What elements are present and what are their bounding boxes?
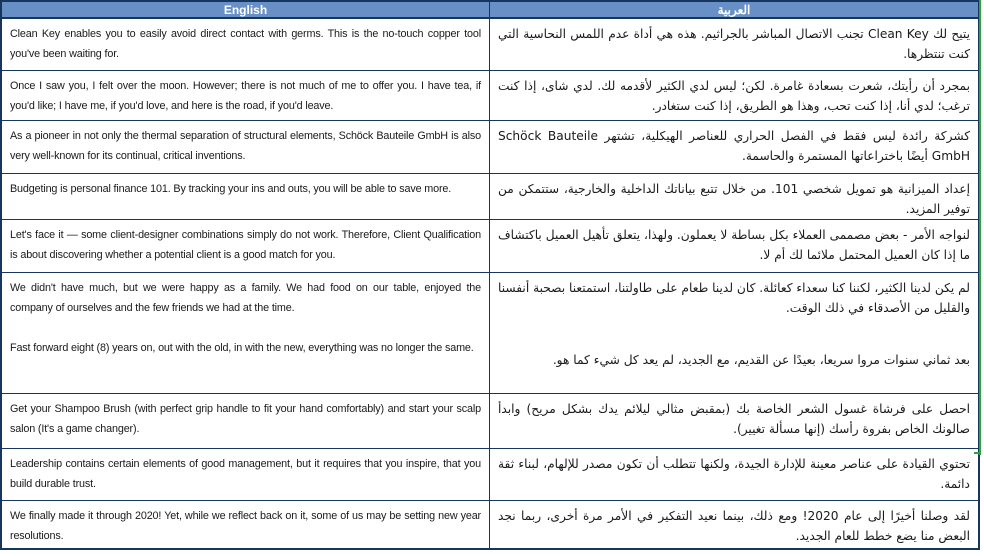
- arabic-cell: [490, 220, 978, 272]
- english-paragraph: Once I saw you, I felt over the moon. However; there is not much of me to offer you. I have tea, if you'd like; I have me, if you'd love, and here is the road, if you'd leave.: [10, 80, 481, 112]
- arabic-cell: [490, 19, 978, 70]
- arabic-paragraph: احصل على فرشاة غسول الشعر الخاصة بك (بمقبض مثالي ليلائم يدك بشكل مريح) وابدأ صالونك الخاص بفروة رأسك (إنها مسألة تغيير).: [498, 402, 970, 436]
- english-paragraph: We finally made it through 2020! Yet, while we reflect back on it, some of us may be setting new year resolutions.: [10, 510, 481, 542]
- arabic-paragraph: يتيح لك Clean Key تجنب الاتصال المباشر بالجراثيم. هذه هي أداة عدم اللمس النحاسية التي كنت تنتظرها.: [498, 27, 970, 61]
- arabic-paragraph: إعداد الميزانية هو تمويل شخصي 101. من خلال تتبع بياناتك الداخلية والخارجية، ستتمكن من توفير المزيد.: [498, 182, 970, 216]
- english-paragraph: As a pioneer in not only the thermal separation of structural elements, Schöck Bauteile GmbH is also very well-known for its continual, critical inventions.: [10, 130, 481, 162]
- english-cell: [2, 220, 490, 272]
- english-cell: [2, 19, 490, 70]
- green-vertical-rule: [979, 0, 981, 455]
- arabic-cell: [490, 71, 978, 120]
- arabic-paragraph: لقد وصلنا أخيرًا إلى عام 2020! ومع ذلك، بينما نعيد التفكير في الأمر مرة أخرى، ربما نجد البعض منا يضع خطط للعام الجديد.: [498, 509, 970, 543]
- arabic-cell: [490, 174, 978, 219]
- table-row: [2, 449, 978, 501]
- table-row: [2, 273, 978, 394]
- table-row: [2, 71, 978, 121]
- arabic-cell: [490, 449, 978, 500]
- arabic-cell: [490, 501, 978, 548]
- arabic-paragraph: بعد ثماني سنوات مروا سريعا، بعيدًا عن القديم، مع الجديد، لم يعد كل شيء كما هو.: [552, 353, 970, 367]
- table-row: [2, 174, 978, 220]
- header-cell-arabic: العربية: [717, 3, 751, 17]
- english-cell: [2, 71, 490, 120]
- english-paragraph: Leadership contains certain elements of good management, but it requires that you inspire, that you build durable trust.: [10, 458, 481, 490]
- english-cell: [2, 394, 490, 448]
- english-cell: [2, 449, 490, 500]
- table-row: [2, 501, 978, 548]
- table-row: [2, 220, 978, 273]
- english-cell: [2, 273, 490, 393]
- arabic-paragraph: لم يكن لدينا الكثير، لكننا كنا سعداء كعائلة. كان لدينا طعام على طاولتنا، استمتعنا بصحبة أنفسنا والقليل من الأصدقاء في ذلك الوقت.: [498, 281, 970, 315]
- english-paragraph: We didn't have much, but we were happy as a family. We had food on our table, enjoyed the company of ourselves and the few friends we had at the time.: [10, 282, 481, 314]
- english-paragraph: Get your Shampoo Brush (with perfect grip handle to fit your hand comfortably) and start your scalp salon (It's a game changer).: [10, 403, 481, 435]
- english-paragraph: Let's face it — some client-designer combinations simply do not work. Therefore, Client Qualification is about discovering whether a potential client is a good match for you.: [10, 229, 481, 261]
- english-paragraph: Clean Key enables you to easily avoid direct contact with germs. This is the no-touch copper tool you've been waiting for.: [10, 28, 481, 60]
- table-row: [2, 121, 978, 174]
- arabic-paragraph: تحتوي القيادة على عناصر معينة للإدارة الجيدة، ولكنها تتطلب أن تكون مصدر للإلهام، لبناء ثقة دائمة.: [498, 457, 970, 491]
- english-cell: [2, 174, 490, 219]
- arabic-cell: [490, 394, 978, 448]
- english-paragraph: Fast forward eight (8) years on, out with the old, in with the new, everything was no longer the same.: [10, 342, 474, 354]
- arabic-cell: [490, 121, 978, 173]
- english-cell: [2, 121, 490, 173]
- header-cell-english: English: [2, 2, 490, 17]
- english-cell: [2, 501, 490, 548]
- arabic-paragraph: كشركة رائدة ليس فقط في الفصل الحراري للعناصر الهيكلية، تشتهر Schöck Bauteile GmbH أيضًا باختراعاتها المستمرة والحاسمة.: [498, 129, 970, 163]
- english-paragraph: Budgeting is personal finance 101. By tracking your ins and outs, you will be able to save more.: [10, 183, 452, 195]
- arabic-paragraph: لنواجه الأمر - بعض مصممى العملاء بكل بساطة لا يعملون. ولهذا، يتعلق تأهيل العميل باكتشاف ما إذا كان العميل المحتمل ملائما لك أم لا.: [498, 228, 970, 262]
- arabic-paragraph: بمجرد أن رأيتك، شعرت بسعادة غامرة. لكن؛ ليس لدي الكثير لأقدمه لك. لدي شاى، إذا كنت ترغب؛ لدي أنا، إذا كنت تحب، وهذا هو الطريق، إذا كنت ستغادر.: [498, 79, 970, 113]
- table-row: [2, 19, 978, 71]
- arabic-cell: [490, 273, 978, 393]
- table-row: [2, 394, 978, 449]
- header-row: [2, 2, 978, 19]
